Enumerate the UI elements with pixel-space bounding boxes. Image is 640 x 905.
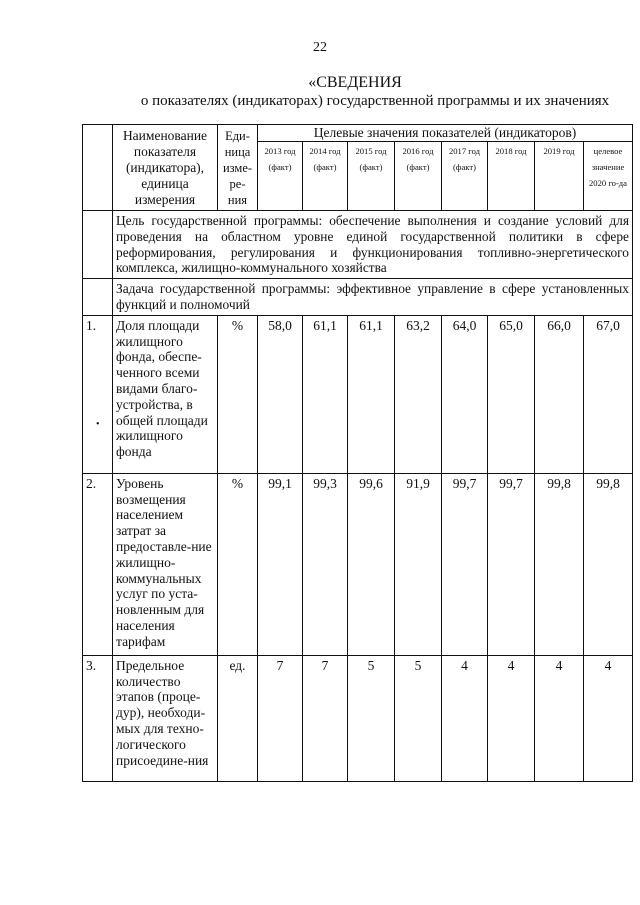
header-year-2020-target: целевое значение 2020 го-да <box>584 142 633 211</box>
document-subtitle: о показателях (индикаторах) государственной программы и их значениях <box>140 93 610 109</box>
row-value: 4 <box>584 655 633 781</box>
row-value: 66,0 <box>535 315 584 473</box>
row-value: 61,1 <box>303 315 348 473</box>
task-num-cell <box>83 279 113 316</box>
header-year-2014: 2014 год (факт) <box>303 142 348 211</box>
row-unit: ед. <box>218 655 258 781</box>
row-name: Уровень возмещения населением затрат за предоставле-ние жилищно-коммунальных услуг по уста-новленным для населения тарифам <box>113 473 218 655</box>
header-year-2013: 2013 год (факт) <box>258 142 303 211</box>
row-value: 4 <box>442 655 488 781</box>
goal-num-cell <box>83 211 113 279</box>
row-value: 64,0 <box>442 315 488 473</box>
row-value: 99,7 <box>442 473 488 655</box>
row-value: 99,8 <box>584 473 633 655</box>
header-num-cell <box>83 125 113 211</box>
row-value: 91,9 <box>395 473 442 655</box>
row-value: 99,6 <box>348 473 395 655</box>
row-value: 99,8 <box>535 473 584 655</box>
task-text: Задача государственной программы: эффективное управление в сфере установленных функций и полномочий <box>113 279 633 316</box>
stray-dot-mark: • <box>96 419 100 430</box>
row-value: 7 <box>303 655 348 781</box>
page-number: 22 <box>313 40 327 55</box>
row-number: 2. <box>83 473 113 655</box>
document-title: «СВЕДЕНИЯ <box>308 74 402 91</box>
table-row <box>83 473 633 655</box>
header-name: Наименование показателя (индикатора), единица измерения <box>113 125 218 211</box>
header-year-2019: 2019 год <box>535 142 584 211</box>
row-value: 99,7 <box>488 473 535 655</box>
row-number: 3. <box>83 655 113 781</box>
row-value: 4 <box>535 655 584 781</box>
task-row <box>83 279 633 316</box>
row-unit: % <box>218 473 258 655</box>
row-value: 67,0 <box>584 315 633 473</box>
header-year-2018: 2018 год <box>488 142 535 211</box>
row-name: Доля площади жилищного фонда, обеспе-ченного всеми видами благо-устройства, в общей площади жилищного фонда <box>113 315 218 473</box>
header-year-2016: 2016 год (факт) <box>395 142 442 211</box>
header-row-1 <box>83 125 633 142</box>
row-value: 4 <box>488 655 535 781</box>
row-value: 5 <box>348 655 395 781</box>
row-value: 65,0 <box>488 315 535 473</box>
row-value: 7 <box>258 655 303 781</box>
header-year-2015: 2015 год (факт) <box>348 142 395 211</box>
row-number: 1. <box>83 315 113 473</box>
indicators-table <box>82 124 633 782</box>
header-unit: Еди-ница изме-ре-ния <box>218 125 258 211</box>
row-name: Предельное количество этапов (проце-дур), необходи-мых для техно-логического присоедине-ния <box>113 655 218 781</box>
row-value: 99,3 <box>303 473 348 655</box>
table-row <box>83 655 633 781</box>
row-value: 99,1 <box>258 473 303 655</box>
row-value: 61,1 <box>348 315 395 473</box>
goal-row <box>83 211 633 279</box>
row-value: 5 <box>395 655 442 781</box>
row-value: 63,2 <box>395 315 442 473</box>
row-value: 58,0 <box>258 315 303 473</box>
goal-text: Цель государственной программы: обеспечение выполнения и создание условий для проведения на областном уровне единой государственной политики в сфере реформирования, регулирования и функционирования топливно-энергетического комплекса, жилищно-коммунального хозяйства <box>113 211 633 279</box>
table-row <box>83 315 633 473</box>
header-targets: Целевые значения показателей (индикаторов) <box>258 125 633 142</box>
header-year-2017: 2017 год (факт) <box>442 142 488 211</box>
row-unit: % <box>218 315 258 473</box>
